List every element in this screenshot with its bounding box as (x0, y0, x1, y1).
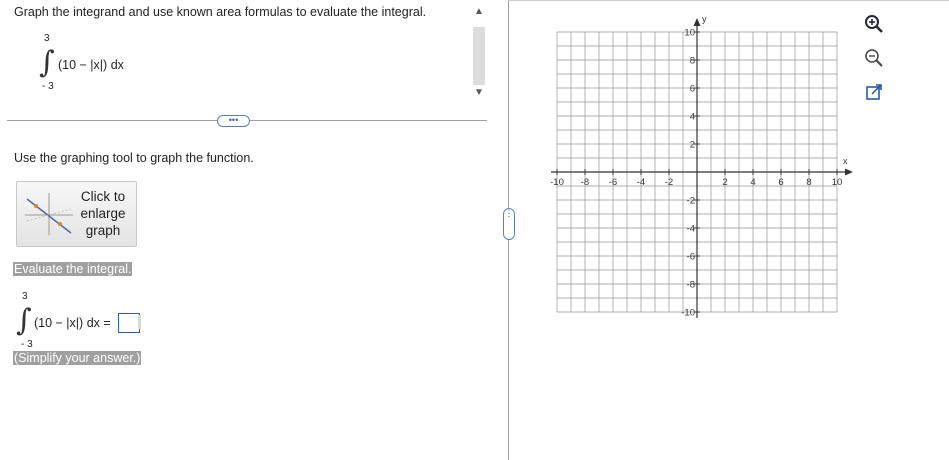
y-tick-label: -8 (686, 279, 695, 291)
question-instruction: Graph the integrand and use known area formulas to evaluate the integral. (14, 5, 427, 19)
y-tick-label: -6 (686, 251, 695, 263)
y-tick-label: 6 (689, 83, 695, 95)
x-tick-label: -2 (664, 177, 674, 188)
x-axis-arrow-icon (845, 169, 853, 176)
y-tick-label: 8 (689, 55, 695, 67)
expand-question-button[interactable]: ••• (217, 115, 250, 127)
right-pane-top-border (508, 0, 949, 1)
y-axis-label: y (702, 14, 707, 24)
y-tick-label: 10 (684, 27, 695, 39)
zoom-out-icon[interactable] (863, 47, 885, 69)
x-tick-label: 10 (831, 177, 843, 188)
answer-integrand: (10 − |x|) dx = (34, 316, 111, 330)
popout-icon[interactable] (863, 81, 885, 103)
evaluate-label: Evaluate the integral. (14, 262, 132, 276)
x-tick-label: 4 (750, 177, 756, 188)
integral-sign-icon: ∫ (39, 45, 55, 80)
integrand: (10 − |x|) dx (58, 58, 124, 72)
graph-axes (551, 18, 853, 318)
answer-lower-limit: - 3 (21, 339, 33, 350)
x-tick-label: -4 (636, 177, 646, 188)
answer-integral-sign-icon: ∫ (16, 303, 32, 338)
x-tick-label: -8 (580, 177, 590, 188)
y-tick-label: -2 (686, 195, 695, 207)
scroll-thumb[interactable] (473, 27, 485, 85)
graph-canvas[interactable] (540, 12, 870, 324)
enlarge-graph-button[interactable] (16, 181, 137, 247)
enlarge-graph-label: Click to enlarge graph (80, 189, 126, 238)
x-axis-label: x (843, 156, 848, 166)
x-tick-label: -6 (608, 177, 618, 188)
zoom-in-icon[interactable] (863, 13, 885, 35)
question-scrollbar[interactable] (471, 5, 487, 100)
graph-thumbnail-icon (23, 191, 75, 237)
integral-upper-limit: 3 (44, 33, 50, 44)
y-tick-label: -10 (681, 307, 695, 319)
y-tick-label: 4 (689, 111, 695, 123)
answer-box-tail (138, 315, 141, 329)
y-axis-arrow-icon (694, 18, 701, 26)
scroll-up-icon[interactable]: ▲ (474, 6, 484, 17)
scroll-down-icon[interactable]: ▼ (474, 87, 484, 98)
answer-upper-limit: 3 (22, 291, 28, 302)
y-tick-label: -4 (686, 223, 695, 235)
x-tick-label: 6 (778, 177, 784, 188)
x-tick-label: 8 (806, 177, 812, 188)
x-tick-label: 2 (722, 177, 728, 188)
simplify-hint: (Simplify your answer.) (14, 351, 141, 365)
answer-input[interactable] (118, 313, 140, 333)
y-tick-label: 2 (689, 139, 695, 151)
graph-instruction: Use the graphing tool to graph the function. (14, 151, 254, 165)
integral-lower-limit: - 3 (42, 81, 54, 92)
splitter-handle[interactable]: ⋮ (503, 208, 515, 240)
x-tick-label: -10 (550, 177, 564, 188)
